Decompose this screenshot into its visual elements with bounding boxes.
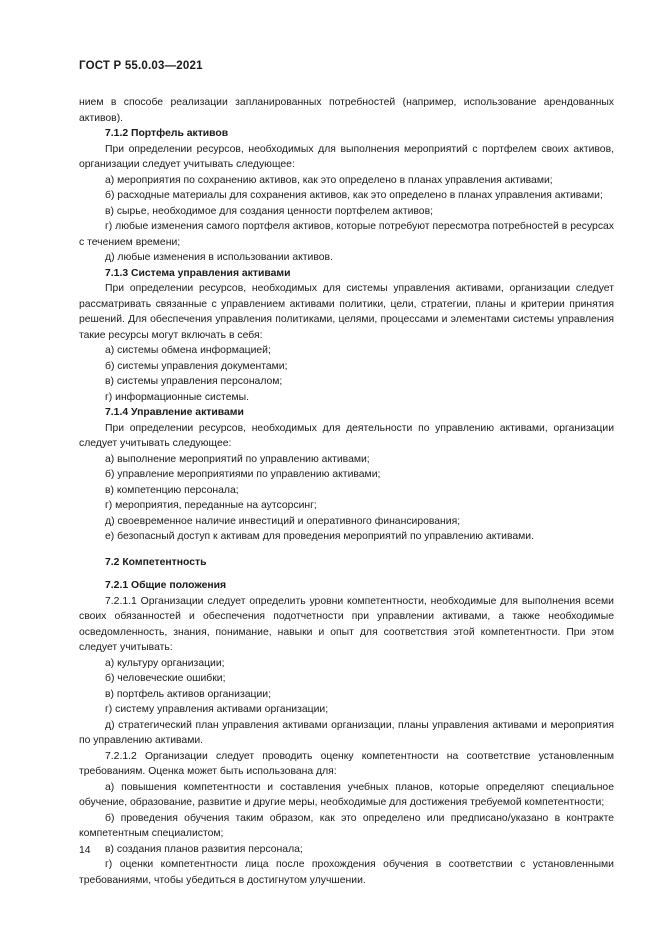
list-item: г) оценки компетентности лица после прохождения обучения в соответствии с установленными требованиями, чтобы убедиться в достигнутом улучшении. bbox=[79, 859, 614, 886]
list-item: е) безопасный доступ к активам для проведения мероприятий по управлению активами. bbox=[105, 531, 534, 542]
list-item: д) любые изменения в использовании активов. bbox=[105, 252, 333, 263]
heading-7-1-2: 7.1.2 Портфель активов bbox=[105, 128, 229, 139]
paragraph-continued: нием в способе реализации запланированных потребностей (например, использование арендованных активов). bbox=[79, 97, 614, 124]
list-item: б) расходные материалы для сохранения активов, как это определено в планах управления активами; bbox=[105, 190, 603, 201]
list-item: а) культуру организации; bbox=[105, 657, 225, 669]
page-number: 14 bbox=[79, 845, 91, 856]
list-item: г) систему управления активами организации; bbox=[105, 704, 329, 715]
list-item: г) информационные системы. bbox=[105, 391, 249, 403]
paragraph-7-1-4: При определении ресурсов, необходимых для деятельности по управлению активами, организации следует учитывать следующее: bbox=[79, 422, 614, 449]
list-item: г) любые изменения самого портфеля активов, которые потребуют пересмотра потребностей в ресурсах с течением времени; bbox=[79, 221, 614, 248]
list-item: в) системы управления персоналом; bbox=[105, 376, 283, 387]
list-item: б) человеческие ошибки; bbox=[105, 673, 226, 684]
list-item: а) выполнение мероприятий по управлению активами; bbox=[105, 453, 370, 465]
list-item: в) портфель активов организации; bbox=[105, 688, 271, 700]
list-item: а) повышения компетентности и составления учебных планов, которые определяют специальное обучение, образование, развитие и другие меры, необходимые для достижения требуемой компетентности; bbox=[79, 781, 614, 808]
list-item: б) проведения обучения таким образом, как это определено или предписано/указано в контракте компетентным специалистом; bbox=[79, 812, 614, 839]
heading-7-2-1: 7.2.1 Общие положения bbox=[105, 580, 227, 591]
list-item: г) мероприятия, переданные на аутсорсинг; bbox=[105, 500, 317, 511]
paragraph-7-2-1-1: 7.2.1.1 Организации следует определить уровни компетентности, необходимые для выполнения всеми своих обязанностей и обеспечения подотчетности при управлении активами, а также необходимые осведомленность, знания, понимание, навыки и опыт для соответствия этой компетентности. При этом следует учитывать: bbox=[79, 595, 614, 653]
heading-7-2: 7.2 Компетентность bbox=[105, 556, 207, 568]
heading-7-1-4: 7.1.4 Управление активами bbox=[105, 407, 244, 418]
list-item: а) мероприятия по сохранению активов, как это определено в планах управления активами; bbox=[105, 174, 553, 186]
paragraph-7-2-1-2: 7.2.1.2 Организации следует проводить оценку компетентности на соответствие установленным требованиям. Оценка может быть использована для: bbox=[79, 750, 614, 777]
paragraph-7-1-3: При определении ресурсов, необходимых для системы управления активами, организации следует рассматривать связанные с управлением активами политики, цели, стратегии, планы и критерии принятия решений. Для обеспечения управления политиками, целями, процессами и элементами системы управления такие ресурсы могут включать в себя: bbox=[79, 283, 614, 341]
list-item: в) сырье, необходимое для создания ценности портфелем активов; bbox=[105, 205, 433, 217]
list-item: в) компетенцию персонала; bbox=[105, 484, 239, 496]
document-body bbox=[79, 95, 614, 888]
list-item: д) своевременное наличие инвестиций и оперативного финансирования; bbox=[105, 515, 461, 527]
paragraph-7-1-2: При определении ресурсов, необходимых для выполнения мероприятий с портфелем своих активов, организации следует учитывать следующее: bbox=[79, 143, 614, 170]
list-item: а) системы обмена информацией; bbox=[105, 345, 271, 356]
list-item: б) системы управления документами; bbox=[105, 360, 288, 372]
list-item: б) управление мероприятиями по управлению активами; bbox=[105, 469, 381, 480]
list-item: д) стратегический план управления активами организации, планы управления активами и мероприятия по управлению активами. bbox=[79, 719, 614, 746]
document-header: ГОСТ Р 55.0.03—2021 bbox=[79, 60, 203, 72]
list-item: в) создания планов развития персонала; bbox=[105, 843, 303, 855]
heading-7-1-3: 7.1.3 Система управления активами bbox=[105, 267, 291, 279]
